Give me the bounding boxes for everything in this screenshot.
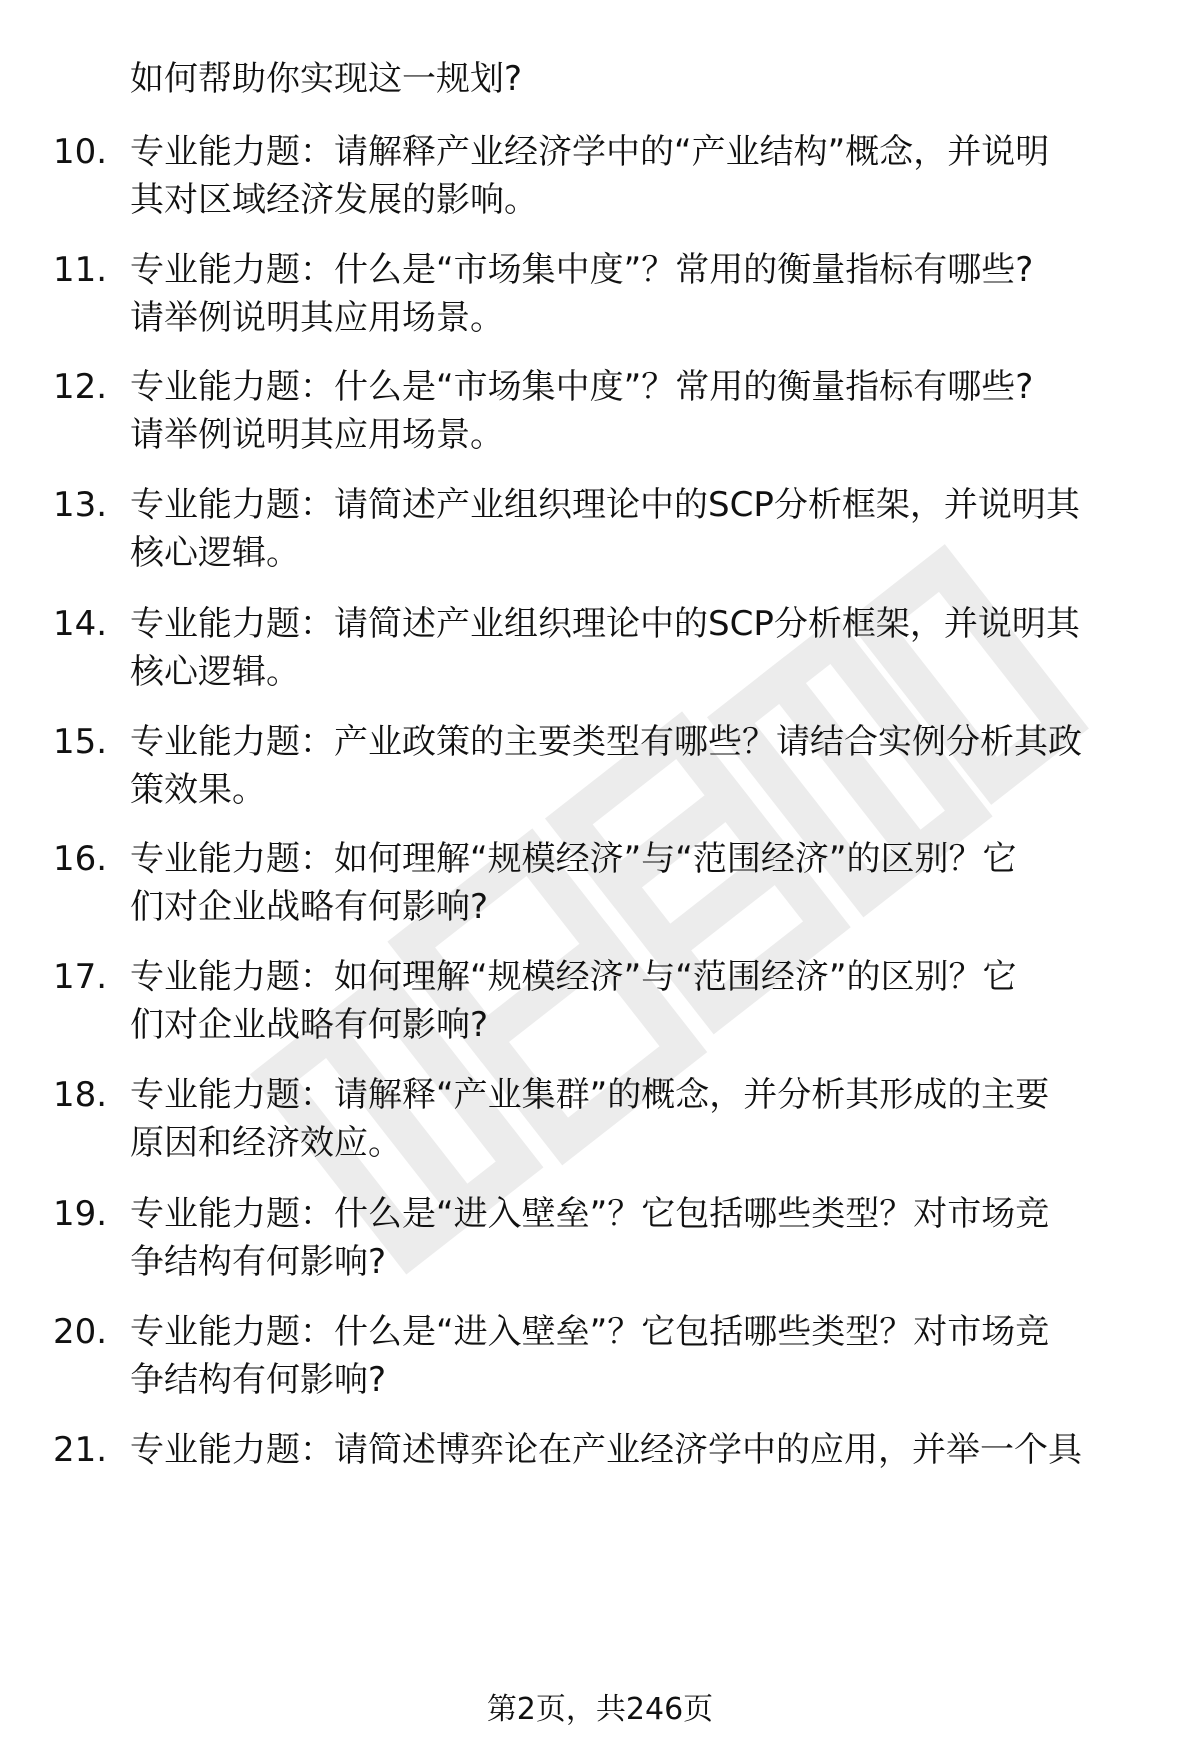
question-line: 专业能力题：请简述博弈论在产业经济学中的应用，并举一个具 <box>130 1430 1082 1470</box>
question-line: 如何帮助你实现这一规划? <box>130 59 523 99</box>
question-line: 专业能力题：请解释产业经济学中的“产业结构”概念，并说明 <box>130 132 1050 172</box>
page-footer: 第2页，共246页 <box>486 1692 714 1727</box>
question-line: 专业能力题：什么是“市场集中度”？常用的衡量指标有哪些? <box>130 367 1034 407</box>
question-number: 17. <box>53 957 108 997</box>
question-line: 专业能力题：如何理解“规模经济”与“范围经济”的区别？它 <box>130 957 1017 997</box>
question-number: 20. <box>53 1312 108 1352</box>
question-number: 21. <box>53 1430 108 1470</box>
question-line: 专业能力题：请简述产业组织理论中的SCP分析框架，并说明其 <box>130 604 1080 644</box>
question-number: 16. <box>53 839 108 879</box>
question-line: 们对企业战略有何影响? <box>130 887 489 927</box>
question-number: 13. <box>53 485 108 525</box>
question-number: 19. <box>53 1194 108 1234</box>
question-number: 10. <box>53 132 108 172</box>
question-line: 其对区域经济发展的影响。 <box>130 180 538 220</box>
question-line: 专业能力题：什么是“进入壁垒”？它包括哪些类型？对市场竞 <box>130 1312 1050 1352</box>
question-line: 专业能力题：如何理解“规模经济”与“范围经济”的区别？它 <box>130 839 1017 879</box>
question-line: 原因和经济效应。 <box>130 1123 402 1163</box>
question-line: 专业能力题：什么是“进入壁垒”？它包括哪些类型？对市场竞 <box>130 1194 1050 1234</box>
question-number: 11. <box>53 250 108 290</box>
question-number: 12. <box>53 367 108 407</box>
question-line: 专业能力题：请解释“产业集群”的概念，并分析其形成的主要 <box>130 1075 1050 1115</box>
question-number: 14. <box>53 604 108 644</box>
question-line: 策效果。 <box>130 770 266 810</box>
question-line: 专业能力题：产业政策的主要类型有哪些？请结合实例分析其政 <box>130 722 1082 762</box>
question-number: 15. <box>53 722 108 762</box>
question-line: 专业能力题：请简述产业组织理论中的SCP分析框架，并说明其 <box>130 485 1080 525</box>
question-line: 核心逻辑。 <box>130 652 300 692</box>
question-line: 核心逻辑。 <box>130 533 300 573</box>
question-line: 请举例说明其应用场景。 <box>130 415 504 455</box>
question-line: 请举例说明其应用场景。 <box>130 298 504 338</box>
question-line: 专业能力题：什么是“市场集中度”？常用的衡量指标有哪些? <box>130 250 1034 290</box>
question-number: 18. <box>53 1075 108 1115</box>
question-line: 们对企业战略有何影响? <box>130 1005 489 1045</box>
question-line: 争结构有何影响? <box>130 1360 387 1400</box>
question-line: 争结构有何影响? <box>130 1242 387 1282</box>
